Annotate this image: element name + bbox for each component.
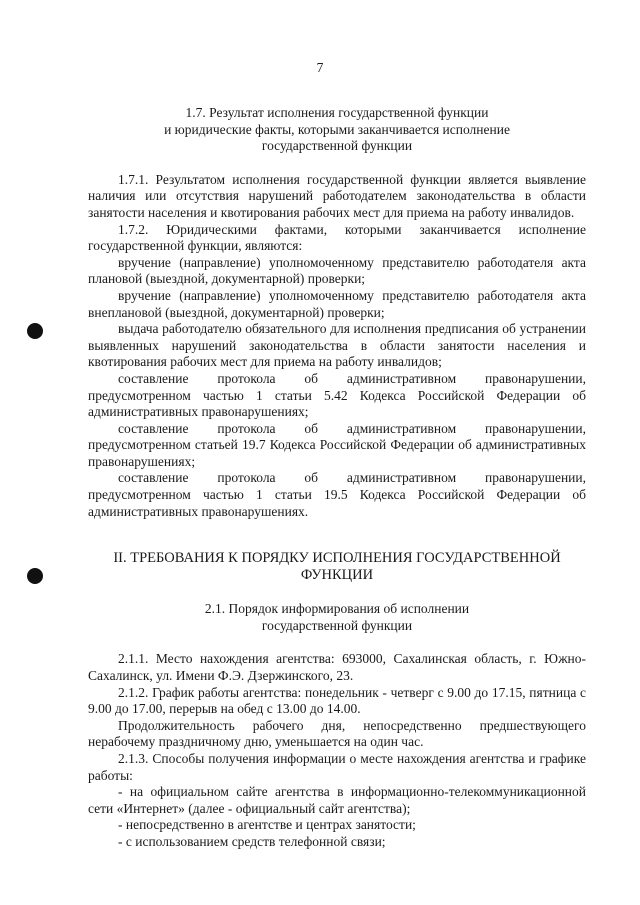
paragraph: - непосредственно в агентстве и центрах занятости; <box>118 817 416 833</box>
paragraph: составление протокола об административном правонарушении, предусмотренном частью 1 статьи 5.42 Кодекса Российской Федерации об административных правонарушениях; <box>88 370 586 420</box>
paragraph: 2.1.1. Место нахождения агентства: 693000, Сахалинская область, г. Южно-Сахалинск, ул. Имени Ф.Э. Дзержинского, 23. <box>88 651 586 684</box>
punch-hole <box>27 568 43 584</box>
punch-hole <box>27 323 43 339</box>
paragraph: составление протокола об административном правонарушении, предусмотренном статьей 19.7 Кодекса Российской Федерации об административных правонарушениях; <box>88 420 586 469</box>
paragraph: 1.7.1. Результатом исполнения государственной функции является выявление наличия или отсутствия нарушений работодателем законодательства в области занятости населения и квотирования рабочих мест для приема на работу инвалидов. <box>88 171 586 220</box>
paragraph: вручение (направление) уполномоченному представителю работодателя акта плановой (выездной, документарной) проверки; <box>88 254 586 287</box>
section-2-1-heading <box>88 601 586 634</box>
heading-line: II. ТРЕБОВАНИЯ К ПОРЯДКУ ИСПОЛНЕНИЯ ГОСУДАРСТВЕННОЙ <box>113 550 561 567</box>
document-body <box>88 105 586 851</box>
heading-line: 2.1. Порядок информирования об исполнении <box>204 601 470 617</box>
paragraph: Продолжительность рабочего дня, непосредственно предшествующего нерабочему праздничному дню, уменьшается на один час. <box>88 717 586 750</box>
heading-line: 1.7. Результат исполнения государственной функции <box>185 105 489 120</box>
paragraph: - с использованием средств телефонной связи; <box>118 833 386 849</box>
paragraph: составление протокола об административном правонарушении, предусмотренном частью 1 статьи 19.5 Кодекса Российской Федерации об административных правонарушениях. <box>88 470 586 519</box>
page-number: 7 <box>316 60 324 75</box>
paragraph: 2.1.3. Способы получения информации о месте нахождения агентства и графике работы: <box>88 751 586 783</box>
section-2-heading <box>88 550 586 584</box>
heading-line: ФУНКЦИИ <box>300 567 374 584</box>
paragraph: - на официальном сайте агентства в информационно-телекоммуникационной сети «Интернет» (далее - официальный сайт агентства); <box>88 784 586 816</box>
paragraph: 2.1.2. График работы агентства: понедельник - четверг с 9.00 до 17.15, пятница с 9.00 до 17.00, перерыв на обед с 13.00 до 14.00. <box>88 684 586 717</box>
heading-line: государственной функции <box>261 617 413 633</box>
heading-line: и юридические факты, которыми заканчивается исполнение <box>164 121 510 137</box>
paragraph: 1.7.2. Юридическими фактами, которыми заканчивается исполнение государственной функции, являются: <box>88 221 586 254</box>
paragraph: вручение (направление) уполномоченному представителю работодателя акта внеплановой (выездной, документарной) проверки; <box>88 287 586 320</box>
heading-line: государственной функции <box>261 138 413 154</box>
paragraph: выдача работодателю обязательного для исполнения предписания об устранении выявленных нарушений законодательства в области занятости населения и квотирования рабочих мест для приема на работу инвалидов; <box>88 321 586 370</box>
section-1-7-heading <box>88 105 586 155</box>
